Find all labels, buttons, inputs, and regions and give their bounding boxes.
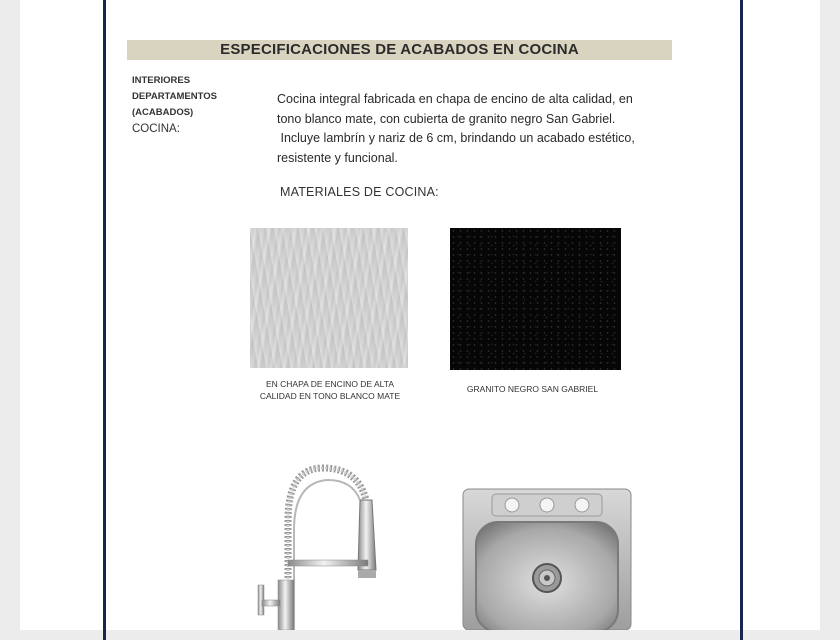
side-label-line: INTERIORES: [132, 75, 191, 86]
description-line: Incluye lambrín y nariz de 6 cm, brindando un acabado estético,: [277, 131, 635, 146]
stainless-sink-image: [462, 488, 632, 630]
description-line: resistente y funcional.: [277, 151, 398, 166]
description-line: tono blanco mate, con cubierta de granito negro San Gabriel.: [277, 111, 616, 126]
caption-line: EN CHAPA DE ENCINO DE ALTA: [265, 379, 394, 389]
kitchen-description: [277, 90, 637, 169]
oak-veneer-swatch-image: [250, 228, 408, 368]
page-title: ESPECIFICACIONES DE ACABADOS EN COCINA: [220, 41, 579, 58]
side-label-line: DEPARTAMENTOS: [132, 91, 217, 102]
caption-line: CALIDAD EN TONO BLANCO MATE: [259, 391, 401, 401]
materials-heading: MATERIALES DE COCINA:: [280, 185, 439, 199]
granite-caption: GRANITO NEGRO SAN GABRIEL: [466, 384, 599, 394]
side-label-cocina: COCINA:: [132, 123, 180, 135]
oak-veneer-caption: [235, 378, 425, 402]
description-line: Cocina integral fabricada en chapa de encino de alta calidad, en: [277, 92, 633, 106]
side-label-line: (ACABADOS): [132, 107, 194, 118]
kitchen-faucet-image: [248, 460, 388, 630]
section-side-label: [132, 73, 252, 137]
title-bar: [127, 40, 672, 60]
black-granite-swatch-image: [450, 228, 621, 370]
